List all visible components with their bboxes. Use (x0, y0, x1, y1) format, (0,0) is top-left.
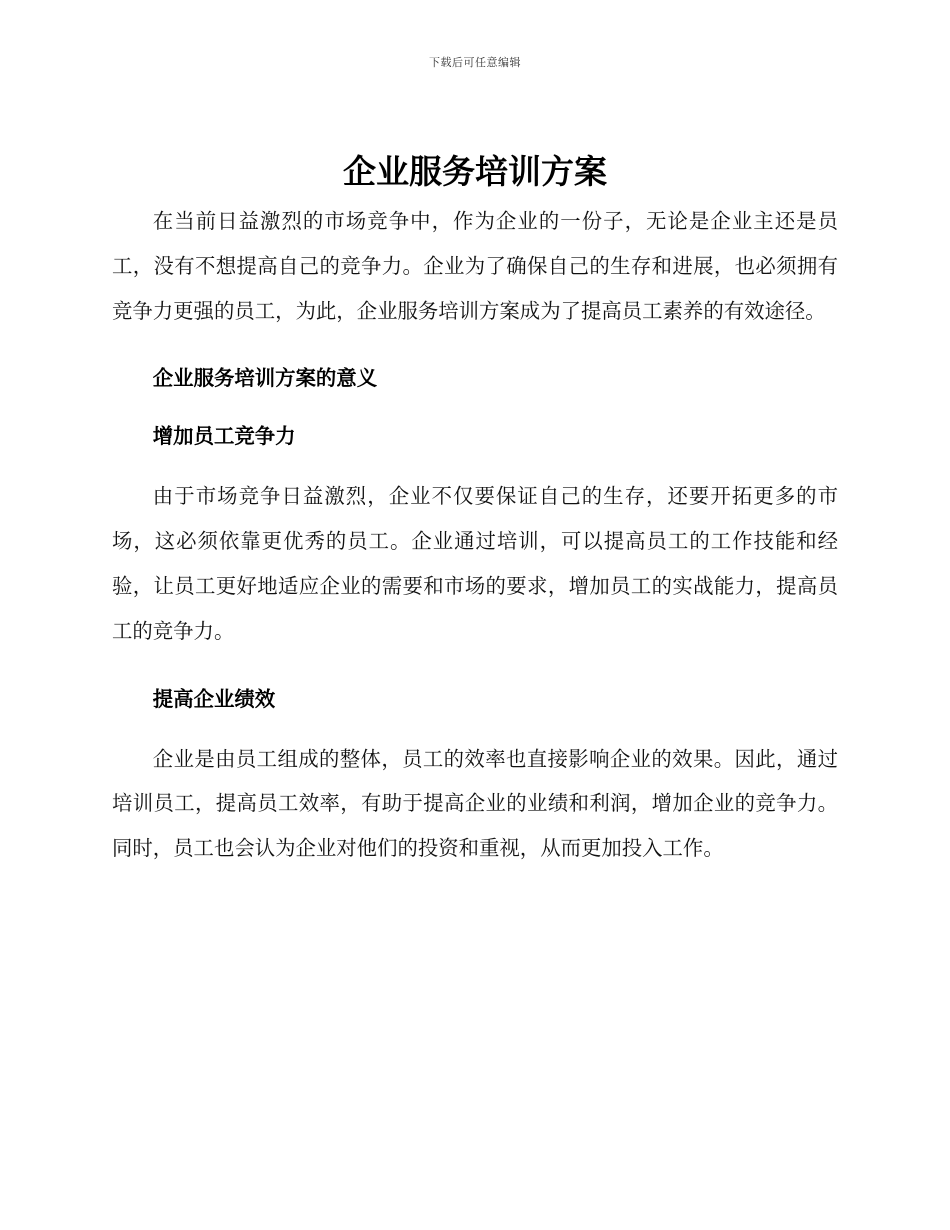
paragraph-performance: 企业是由员工组成的整体，员工的效率也直接影响企业的效果。因此，通过培训员工，提高员工效率，有助于提高企业的业绩和利润，增加企业的竞争力。同时，员工也会认为企业对他们的投资和重视，从而更加投入工作。 (112, 746, 838, 861)
spacer (112, 654, 838, 685)
spacer (112, 714, 838, 737)
subsection-heading-competitiveness: 增加员工竞争力 (152, 424, 296, 449)
paragraph-competitiveness: 由于市场竞争日益激烈，企业不仅要保证自己的生存，还要开拓更多的市场，这必须依靠更优秀的员工。企业通过培训，可以提高员工的工作技能和经验，让员工更好地适应企业的需要和市场的要求，增加员工的实战能力，提高员工的竞争力。 (112, 484, 838, 643)
spacer (112, 393, 838, 422)
spacer (112, 451, 838, 474)
header-note: 下载后可任意编辑 (429, 56, 521, 69)
section-heading: 企业服务培训方案的意义 (152, 366, 378, 391)
document-title: 企业服务培训方案 (343, 152, 607, 191)
intro-paragraph: 在当前日益激烈的市场竞争中，作为企业的一份子，无论是企业主还是员工，没有不想提高自己的竞争力。企业为了确保自己的生存和进展，也必须拥有竞争力更强的员工，为此，企业服务培训方案成为了提高员工素养的有效途径。 (112, 209, 838, 323)
document-body (112, 199, 838, 871)
subsection-heading-performance: 提高企业绩效 (152, 686, 276, 711)
spacer (112, 333, 838, 364)
